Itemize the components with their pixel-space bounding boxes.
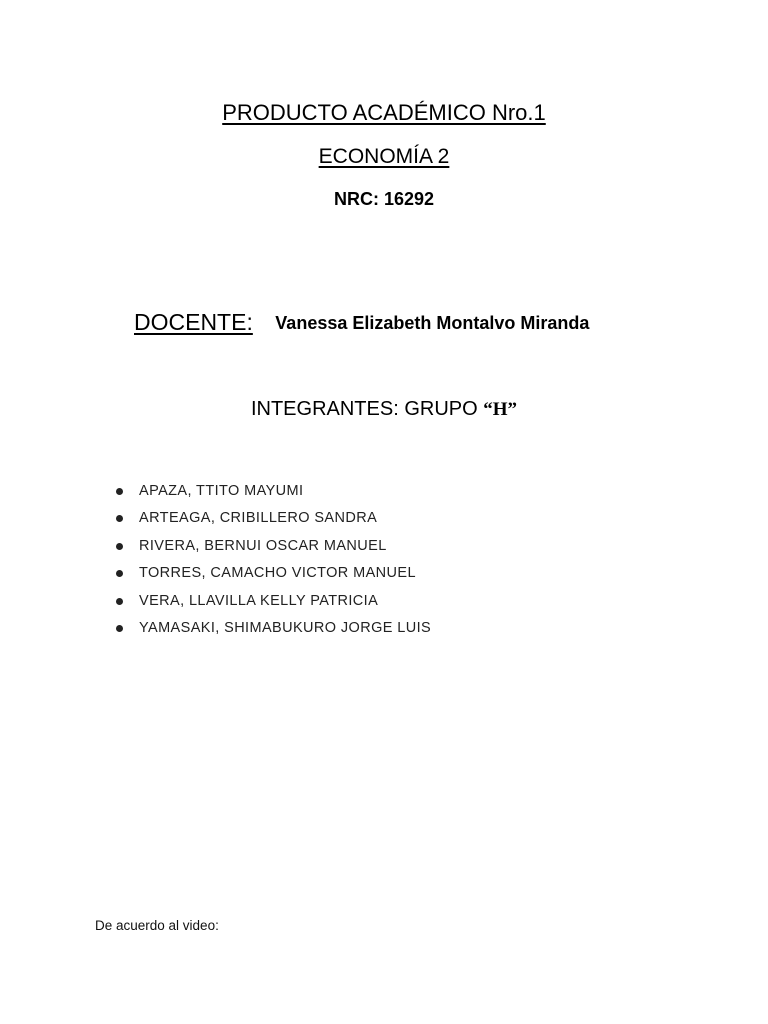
bullet-icon [116,543,123,550]
group-heading-text: INTEGRANTES: GRUPO [250,398,478,420]
bullet-icon [116,570,123,577]
member-name: APAZA, TTITO MAYUMI [139,483,304,499]
list-item [112,508,431,535]
bullet-icon [116,625,123,632]
group-heading [0,398,768,421]
list-item [112,563,431,590]
list-item [112,591,431,618]
course-nrc: NRC: 16292 [333,189,435,209]
list-item [112,536,431,563]
member-name: TORRES, CAMACHO VICTOR MANUEL [139,565,416,582]
group-letter: “H” [483,399,518,420]
member-name: YAMASAKI, SHIMABUKURO JORGE LUIS [139,619,432,636]
bullet-icon [116,515,123,522]
document-title: PRODUCTO ACADÉMICO Nro.1 [222,100,546,125]
teacher-label: DOCENTE: [134,309,253,335]
list-item [112,618,431,645]
course-name: ECONOMÍA 2 [318,145,450,168]
teacher-name: Vanessa Elizabeth Montalvo Miranda [275,313,590,333]
footer-note: De acuerdo al video: [95,918,219,933]
bullet-icon [116,488,123,495]
bullet-icon [116,598,123,605]
teacher-row [128,309,589,336]
members-list [112,481,431,645]
member-name: RIVERA, BERNUI OSCAR MANUEL [139,537,387,554]
member-name: VERA, LLAVILLA KELLY PATRICIA [139,592,379,609]
member-name: ARTEAGA, CRIBILLERO SANDRA [139,510,378,527]
list-item [112,481,431,508]
